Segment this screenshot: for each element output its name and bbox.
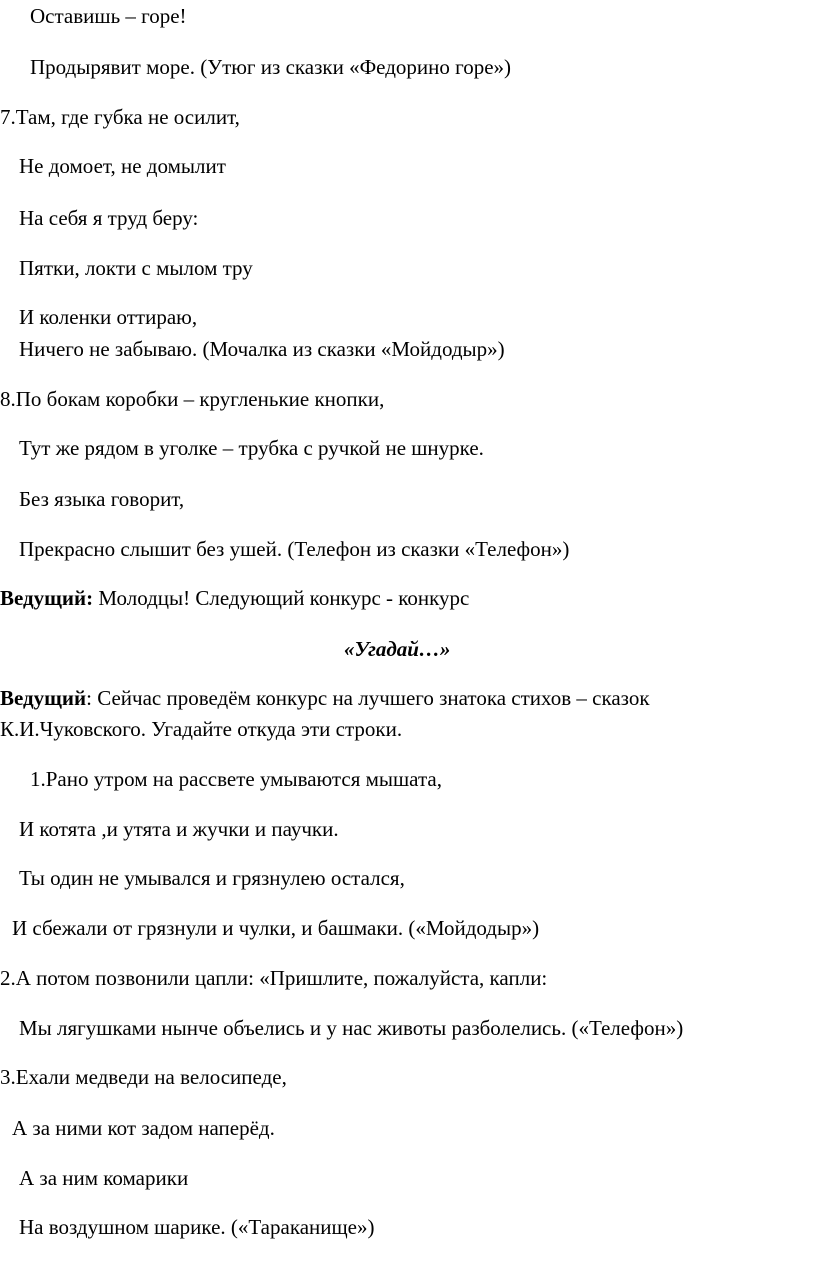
speaker-label: Ведущий: xyxy=(0,586,94,610)
text-line: Продырявит море. (Утюг из сказки «Федорино горе») xyxy=(30,55,512,79)
text-line: Прекрасно слышит без ушей. (Телефон из сказки «Телефон») xyxy=(19,537,570,561)
text-line: Без языка говорит, xyxy=(19,487,185,511)
text-line: 1.Рано утром на рассвете умываются мышата, xyxy=(30,767,442,791)
text-line: И коленки оттираю, xyxy=(19,305,198,329)
speaker-line xyxy=(0,586,469,610)
text-line: Тут же рядом в уголке – трубка с ручкой не шнурке. xyxy=(19,436,484,460)
text-line: 3.Ехали медведи на велосипеде, xyxy=(0,1065,287,1089)
text-line: Мы лягушками нынче объелись и у нас животы разболелись. («Телефон») xyxy=(19,1016,684,1040)
text-line: Ты один не умывался и грязнулею остался, xyxy=(19,866,405,890)
text-line: И сбежали от грязнули и чулки, и башмаки. («Мойдодыр») xyxy=(12,916,540,940)
text-line: А за ними кот задом наперёд. xyxy=(12,1116,275,1140)
text-line: На воздушном шарике. («Тараканище») xyxy=(19,1215,375,1239)
text-line: Пятки, локти с мылом тру xyxy=(19,256,253,280)
text-line: К.И.Чуковского. Угадайте откуда эти строки. xyxy=(0,717,403,741)
text-line: 7.Там, где губка не осилит, xyxy=(0,105,240,129)
text-line: 2.А потом позвонили цапли: «Пришлите, пожалуйста, капли: xyxy=(0,966,548,990)
speaker-line xyxy=(0,686,650,710)
text-line: Не домоет, не домылит xyxy=(19,154,226,178)
contest-title: «Угадай…» xyxy=(344,637,451,661)
text-line: На себя я труд беру: xyxy=(19,206,199,230)
text-line: 8.По бокам коробки – кругленькие кнопки, xyxy=(0,387,385,411)
text-line: А за ним комарики xyxy=(19,1166,189,1190)
text-line: И котята ,и утята и жучки и паучки. xyxy=(19,817,339,841)
speaker-label: Ведущий xyxy=(0,686,87,710)
text-line: Ничего не забываю. (Мочалка из сказки «Мойдодыр») xyxy=(19,337,505,361)
speaker-text: : Сейчас проведём конкурс на лучшего знатока стихов – сказок xyxy=(86,686,650,710)
speaker-text: Молодцы! Следующий конкурс - конкурс xyxy=(93,586,470,610)
text-line: Оставишь – горе! xyxy=(30,4,187,28)
